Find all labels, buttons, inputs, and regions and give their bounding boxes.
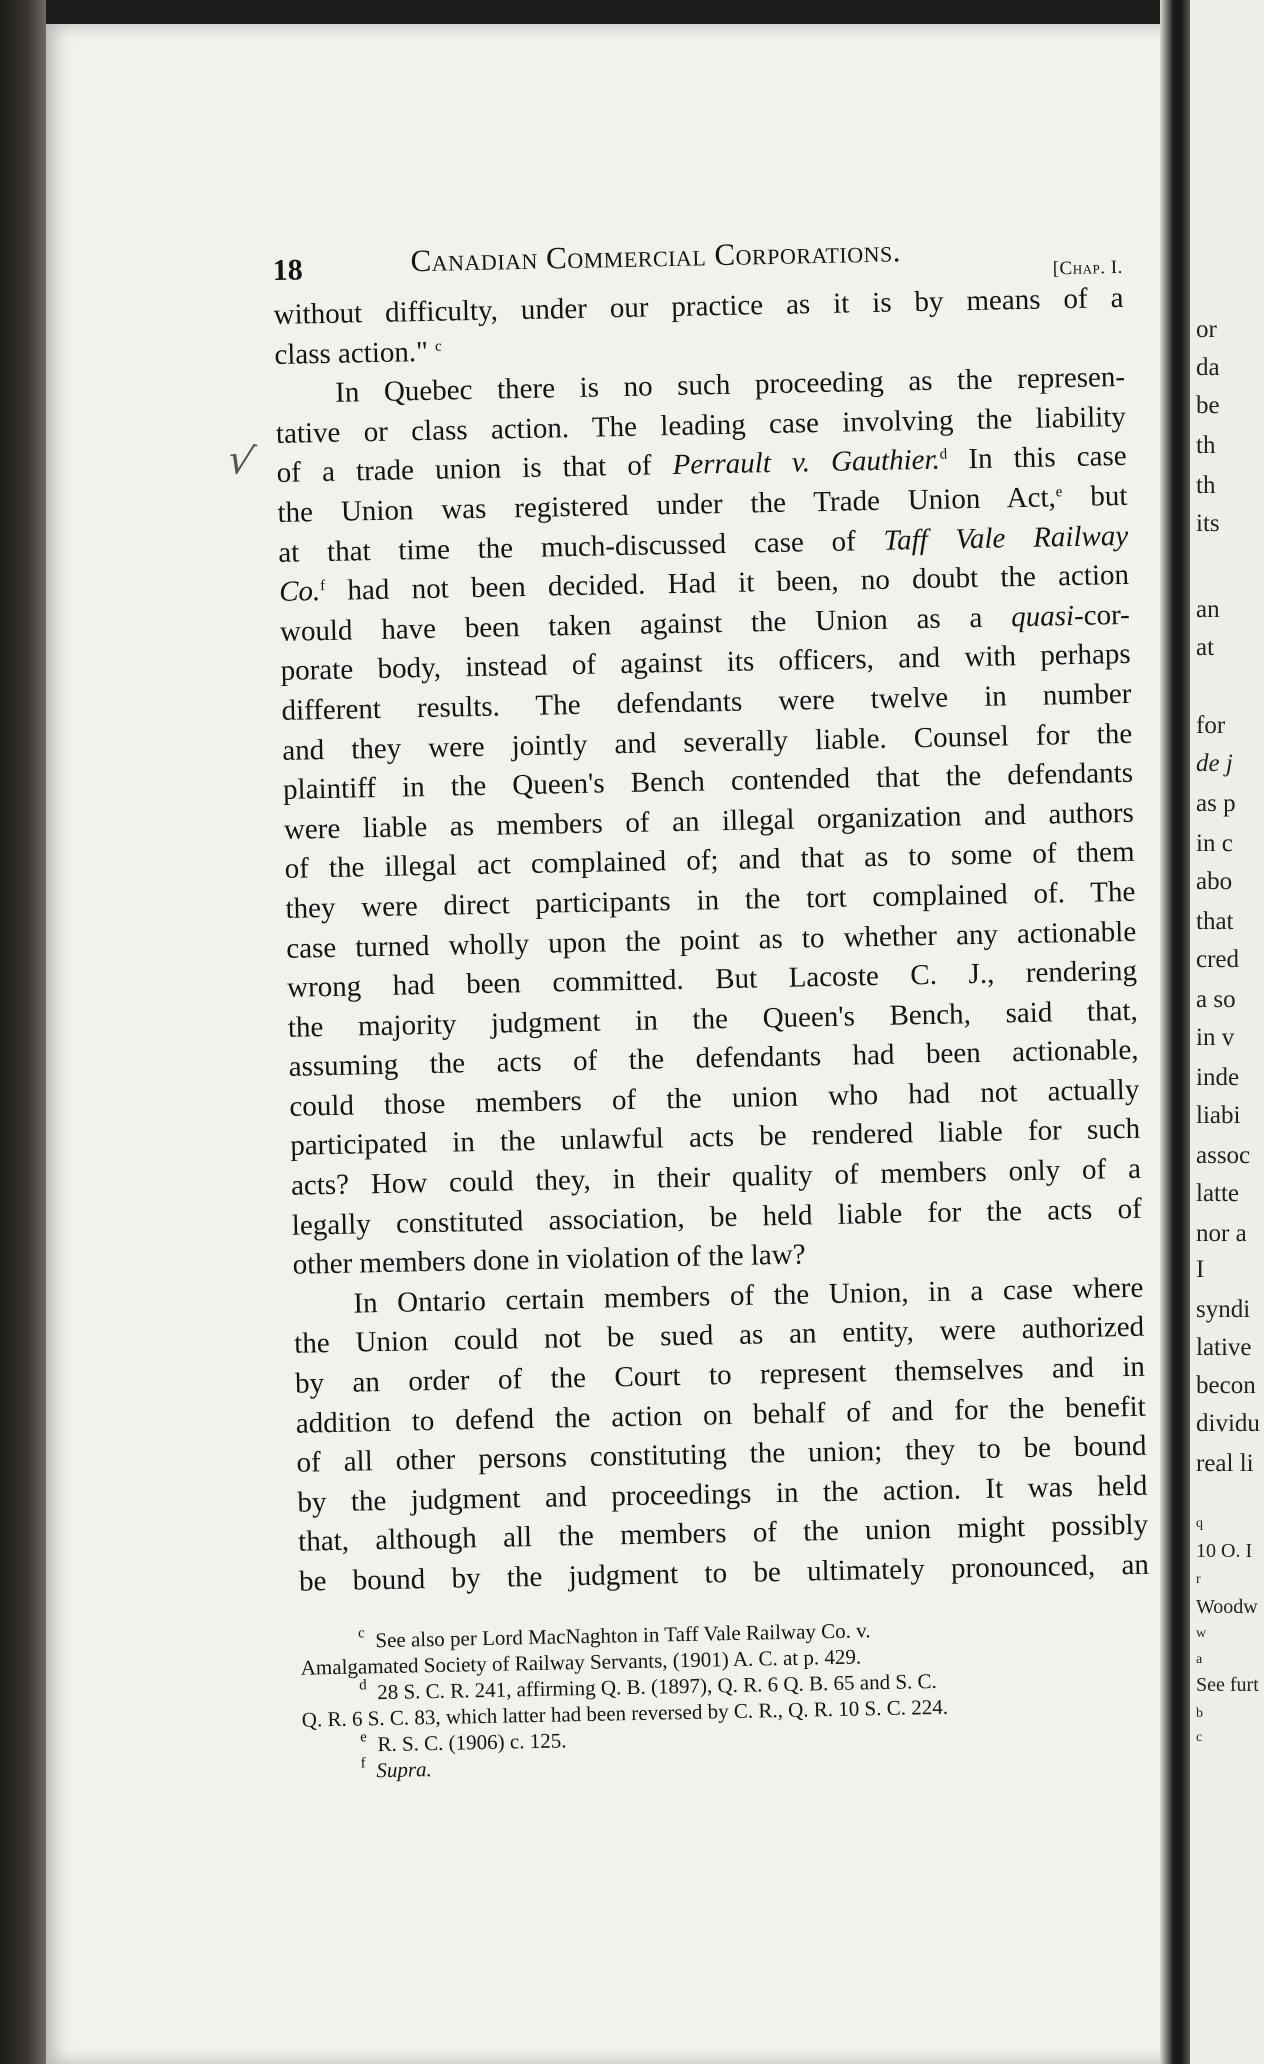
text-line: assuming the acts of the defendants had been actionable, bbox=[288, 1034, 1139, 1084]
text-line: addition to defend the action on behalf of and for the benefit bbox=[295, 1390, 1146, 1440]
facing-text: 10 O. I bbox=[1196, 1540, 1253, 1562]
text-line: plaintiff in the Queen's Bench contended that the defendants bbox=[282, 756, 1134, 807]
case-name: Perrault v. Gauthier. bbox=[672, 444, 941, 482]
facing-text: dividu bbox=[1196, 1410, 1260, 1437]
footnote-text: Supra. bbox=[376, 1756, 432, 1782]
footnote-mark: e bbox=[359, 1728, 367, 1746]
facing-text: w bbox=[1196, 1626, 1207, 1641]
facing-text: an bbox=[1196, 596, 1220, 623]
text-line: tative or class action. The leading case involving the liability bbox=[275, 400, 1127, 450]
facing-text: be bbox=[1196, 392, 1220, 419]
footnote-c-continued: Amalgamated Society of Railway Servants, (1901) A. C. at p. 429. bbox=[300, 1644, 862, 1680]
facing-text: for bbox=[1196, 712, 1226, 739]
facing-text: Woodw bbox=[1196, 1596, 1258, 1618]
facing-text: de j bbox=[1196, 750, 1233, 777]
text-fragment: class action." bbox=[274, 335, 429, 371]
facing-text: liabi bbox=[1196, 1102, 1241, 1129]
text-line: the Union could not be sued as an entity, were authorized bbox=[293, 1311, 1145, 1361]
page-number: 18 bbox=[272, 253, 304, 287]
case-name: Taff Vale Railway bbox=[883, 519, 1129, 557]
facing-text: I bbox=[1196, 1256, 1205, 1283]
facing-text: assoc bbox=[1196, 1142, 1251, 1169]
facing-text: lative bbox=[1196, 1334, 1252, 1361]
text-line: participated in the unlawful acts be rendered liable for such bbox=[289, 1113, 1141, 1163]
facing-text: syndi bbox=[1196, 1296, 1251, 1323]
footnote-text: R. S. C. (1906) c. 125. bbox=[377, 1727, 567, 1756]
margin-check-mark: √ bbox=[223, 435, 259, 487]
text-fragment: -cor- bbox=[1073, 598, 1131, 632]
text-line: of the illegal act complained of; and that as to some of them bbox=[284, 836, 1135, 886]
case-name: Co. bbox=[278, 575, 321, 609]
scan-binding-edge bbox=[0, 0, 46, 2064]
text-line: they were direct participants in the tort complained of. The bbox=[285, 875, 1136, 925]
text-line: by the judgment and proceedings in the action. It was held bbox=[297, 1469, 1148, 1519]
facing-text: at bbox=[1196, 634, 1215, 661]
text-line: were liable as members of an illegal organization and authors bbox=[283, 796, 1135, 846]
text-line: different results. The defendants were twelve in number bbox=[281, 677, 1132, 727]
text-line: of all other persons constituting the union; they to be bound bbox=[296, 1429, 1147, 1479]
text-line: wrong had been committed. But Lacoste C. J., rendering bbox=[286, 954, 1138, 1004]
running-title: Canadian Commercial Corporations. bbox=[410, 233, 902, 279]
facing-text: th bbox=[1196, 472, 1216, 499]
footnote-text: See also per Lord MacNaghton in Taff Vale Railway Co. v. bbox=[375, 1617, 871, 1652]
facing-text: in v bbox=[1196, 1024, 1235, 1051]
paragraph-3 bbox=[293, 1269, 1149, 1603]
text-line: legally constituted association, be held liable for the acts of bbox=[291, 1192, 1143, 1242]
facing-text: q bbox=[1196, 1516, 1203, 1531]
text-line: be bound by the judgment to be ultimately pronounced, an bbox=[298, 1548, 1150, 1598]
footnote-ref: f bbox=[319, 578, 326, 595]
text-fragment: the Union was registered under the Trade Union Act, bbox=[277, 481, 1057, 529]
page-text-block bbox=[272, 219, 1153, 1784]
footnote-text: 28 S. C. R. 241, affirming Q. B. (1897), Q. R. 6 Q. B. 65 and S. C. bbox=[376, 1668, 938, 1704]
paragraph-2 bbox=[275, 358, 1143, 1286]
text-fragment: had not been decided. Had it been, no doubt the action bbox=[324, 559, 1130, 608]
text-line: the majority judgment in the Queen's Bench, said that, bbox=[287, 994, 1139, 1044]
footnote-d-continued: Q. R. 6 S. C. 83, which latter had been reversed by C. R., Q. R. 10 S. C. 224. bbox=[301, 1694, 949, 1732]
text-line: that, although all the members of the union might possibly bbox=[297, 1509, 1149, 1559]
footnote-ref: e bbox=[1055, 484, 1063, 501]
text-line: could those members of the union who had not actually bbox=[289, 1073, 1140, 1123]
footnote-mark: c bbox=[357, 1625, 365, 1642]
facing-text: a so bbox=[1196, 986, 1236, 1013]
facing-text: b bbox=[1196, 1706, 1203, 1721]
facing-text: in c bbox=[1196, 830, 1233, 857]
facing-text: latte bbox=[1196, 1180, 1240, 1207]
facing-text: as p bbox=[1196, 790, 1236, 817]
facing-text: r bbox=[1196, 1572, 1201, 1587]
text-fragment: of a trade union is that of bbox=[276, 449, 673, 490]
text-fragment: In this case bbox=[946, 440, 1127, 476]
footnotes bbox=[300, 1611, 1153, 1784]
text-line: case turned wholly upon the point as to whether any actionable bbox=[285, 915, 1137, 965]
footnote-mark: f bbox=[360, 1755, 366, 1772]
page-gutter bbox=[1160, 0, 1190, 2064]
text-line: by an order of the Court to represent themselves and in bbox=[294, 1350, 1146, 1400]
facing-text: abo bbox=[1196, 868, 1233, 895]
facing-text: becon bbox=[1196, 1372, 1256, 1399]
facing-text: that bbox=[1196, 908, 1234, 935]
facing-page-fragment bbox=[1190, 0, 1264, 2064]
facing-text: c bbox=[1196, 1730, 1203, 1745]
facing-text: da bbox=[1196, 354, 1220, 381]
text-fragment: would have been taken against the Union as a bbox=[279, 600, 1012, 648]
facing-text: cred bbox=[1196, 946, 1240, 973]
text-line: acts? How could they, in their quality of members only of a bbox=[290, 1152, 1142, 1202]
text-line: other members done in violation of the law? bbox=[292, 1238, 806, 1282]
footnote-ref: d bbox=[939, 446, 948, 464]
facing-text: nor a bbox=[1196, 1220, 1247, 1247]
text-line: In Quebec there is no such proceeding as the represen- bbox=[334, 361, 1126, 409]
footnote-mark: d bbox=[358, 1676, 367, 1694]
text-line: and they were jointly and severally liable. Counsel for the bbox=[282, 717, 1133, 767]
facing-text: or bbox=[1196, 316, 1217, 343]
scan-top-edge bbox=[0, 0, 1264, 26]
text-fragment: but bbox=[1062, 479, 1128, 514]
facing-text: its bbox=[1196, 510, 1220, 537]
text-line: without difficulty, under our practice as it is by means of a bbox=[273, 281, 1124, 331]
facing-text: See furt bbox=[1196, 1674, 1259, 1696]
facing-text: real li bbox=[1196, 1450, 1254, 1477]
footnote-ref: c bbox=[434, 338, 442, 355]
facing-text: th bbox=[1196, 432, 1216, 459]
facing-text: inde bbox=[1196, 1064, 1240, 1091]
facing-text: a bbox=[1196, 1652, 1203, 1667]
text-line: porate body, instead of against its officers, and with perhaps bbox=[280, 638, 1131, 688]
chapter-reference: [Chap. I. bbox=[1052, 256, 1124, 280]
text-fragment: at that time the much-discussed case of bbox=[278, 524, 884, 569]
text-line: In Ontario certain members of the Union, in a case where bbox=[353, 1271, 1144, 1320]
latin-term: quasi bbox=[1010, 599, 1075, 633]
